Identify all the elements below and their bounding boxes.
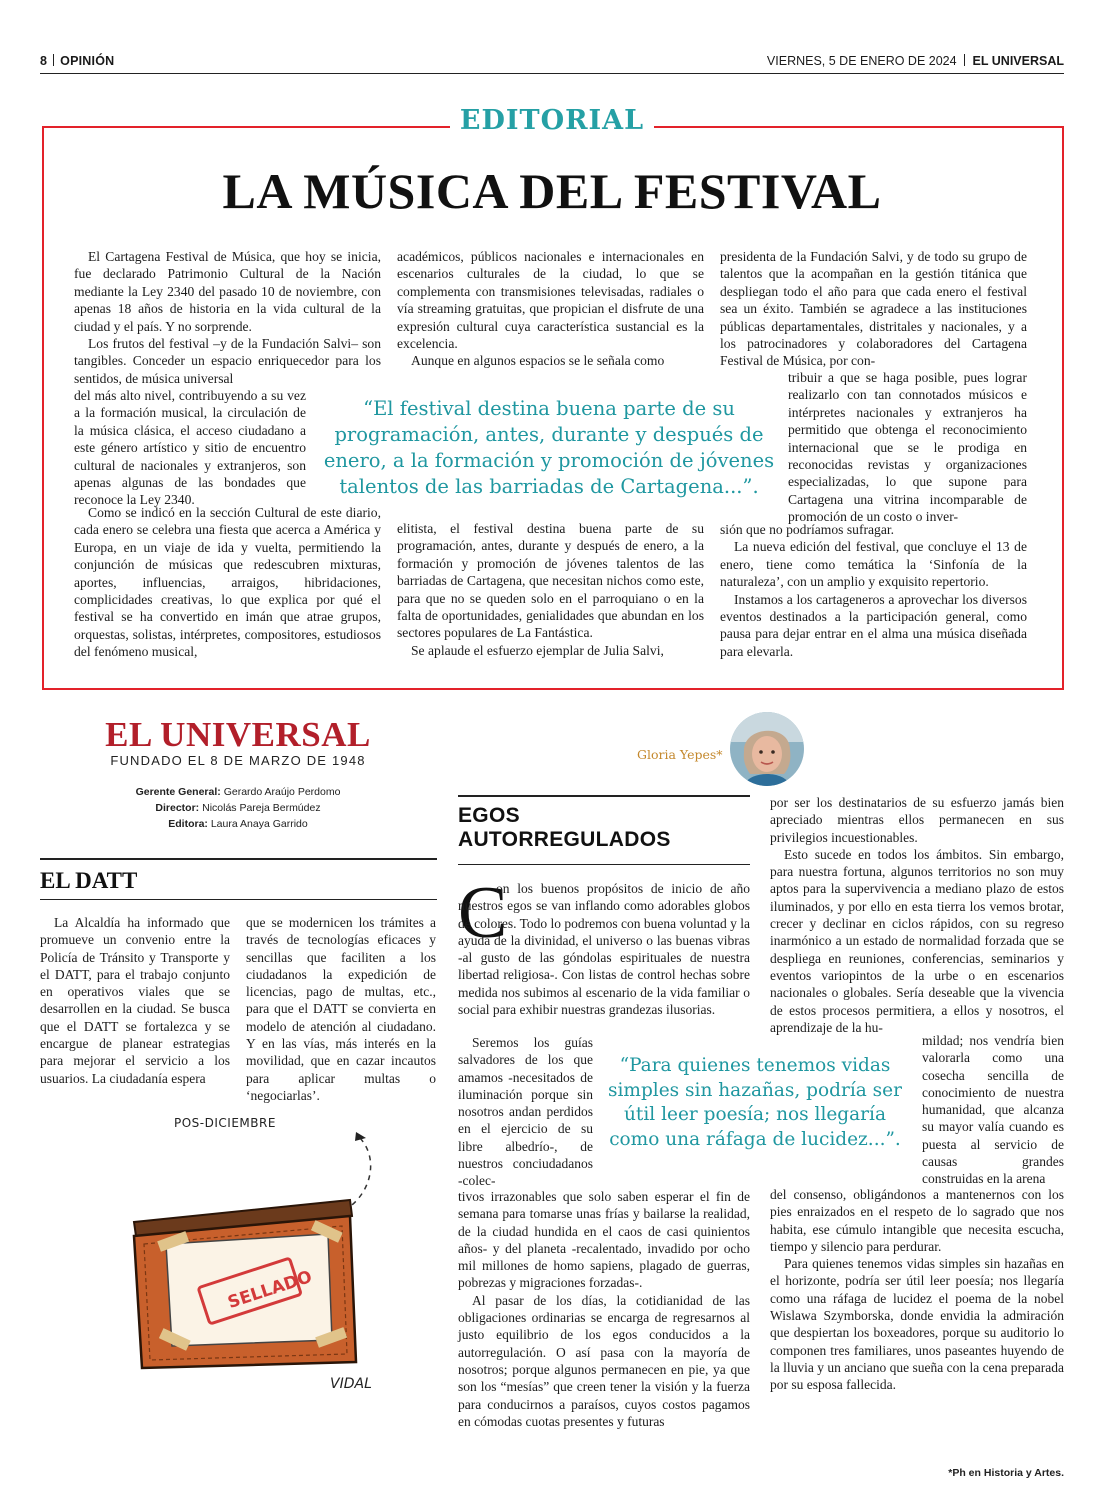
column-paragraph: del consenso, obligándonos a mantenernos con los pies enraizados en el respeto de lo sagrado que nos habita, ese cúmulo intangible que necesita escucha, tiempo y silencio para perdurar. (770, 1187, 1064, 1254)
column-wide-block (458, 1188, 750, 1430)
cartoon-caption: POS-DICIEMBRE (174, 1116, 276, 1130)
column-right-block-2 (770, 1186, 1064, 1394)
column-top-rule (458, 795, 750, 797)
editorial-label-text: EDITORIAL (450, 105, 654, 136)
datt-bottom-rule (40, 899, 437, 900)
page-number: 8 (40, 54, 48, 68)
masthead-title: EL UNIVERSAL (105, 715, 371, 754)
column-paragraph: Para quienes tenemos vidas simples sin hazañas en el horizonte, podría ser útil leer poesía; nos llegaría como una ráfaga de lucidez el poema de la nobel Wislawa Szymborska, donde envidia la admiración que despiertan los boxeadores, porque su auditorio lo componen tres familiares, unos paseantes huyendo de la lluvia y un anciano que sueña con la cena preparada por su esposa fallecida. (770, 1256, 1064, 1393)
editorial-paragraph: Se aplaude el esfuerzo ejemplar de Julia Salvi, (411, 642, 664, 658)
editorial-paragraph: Los frutos del festival –y de la Fundación Salvi– son tangibles. Conceder un espacio enriquecedor para los sentidos, de música universal (74, 336, 381, 386)
editorial-column-3c (720, 521, 1027, 660)
column-pull-quote: “Para quienes tenemos vidas simples sin hazañas, podría ser útil leer poesía; nos llegaría como una ráfaga de lucidez...”. (608, 1055, 902, 1150)
column-bottom-rule (458, 864, 750, 865)
column-title-line: EGOS (458, 804, 520, 827)
drop-cap: C (458, 872, 508, 954)
header-date-line (767, 54, 1064, 68)
editorial-column-1b (74, 387, 306, 509)
column-author: Gloria Yepes* (637, 747, 723, 762)
editorial-paragraph: académicos, públicos nacionales e internacionales en escenarios culturales de la ciudad, lo que se complementa con transmisiones televisadas, radiales o vía streaming gratuitas, que propician el disfrute de una expresión cultural cuya característica sustancial es la excelencia. (397, 249, 704, 352)
column-title-line: AUTORREGULADOS (458, 828, 671, 851)
cartoonist-signature: VIDAL (330, 1376, 372, 1392)
staff-line (40, 800, 436, 816)
datt-top-rule (40, 858, 437, 860)
author-photo (730, 712, 804, 786)
editorial-paragraph: Como se indicó en la sección Cultural de este diario, cada enero se celebra una fiesta que acerca a América y Europa, en un viaje de ida y vuelta, permitiendo la conjunción de músicas que redescubren mixturas, aportes, influencias, arraigos, hibridaciones, complicidades creativas, lo que explica por qué el festival se ha convertido en imán que atrae grupos, orquestas, solistas, intérpretes, compositores, estudiosos del fenómeno musical, (74, 505, 381, 660)
column-lead (458, 872, 750, 1018)
editorial-title: LA MÚSICA DEL FESTIVAL (222, 163, 882, 219)
editorial-column-1a (74, 248, 381, 387)
page-header (40, 52, 1064, 74)
editorial-paragraph: del más alto nivel, contribuyendo a su vez a la formación musical, la circulación de la música clásica, el acceso ciudadano a este género artístico y sitio de encuentro cultural de nacionales y extranjeros, son apenas algunas de las bondades que reconoce la Ley 2340. (74, 388, 306, 508)
stamp-text: SELLADO (225, 1267, 315, 1313)
column-paragraph: por ser los destinatarios de su esfuerzo jamás bien apreciado mientras ellos permanecen en sus privilegios incuestionables. (770, 795, 1064, 845)
editorial-column-1c (74, 504, 381, 661)
editorial-paragraph: elitista, el festival destina buena parte de su programación, antes, durante y después de enero, a la formación y promoción de jóvenes talentos de las barriadas de Cartagena, que necesitan nichos como este, para que no se queden solo en el parroquiano o en la falta de oportunidades, genialidades que abundan en los sectores populares de La Fantástica. (397, 521, 704, 641)
editorial-column-2a (397, 248, 704, 370)
header-divider (53, 54, 54, 66)
editorial-cartoon (130, 1110, 420, 1410)
staff-name: Laura Anaya Garrido (210, 818, 308, 830)
editorial-column-3a (720, 248, 1027, 370)
editorial-paragraph: La nueva edición del festival, que concluye el 13 de enero, tiene como temática la ‘Sinfonía de la naturaleza’, con un amplio y exquisito repertorio. (720, 539, 1027, 590)
column-paragraph: Al pasar de los días, la cotidianidad de las obligaciones ordinarias se encarga de regresarnos al justo equilibrio de los egos conducidos a la autorregulación. O así pasa con la mayoría de nosotros; porque algunos permanecen en pie, ya que son los “mesías” que creen tener la visión y la fuerza para conducirnos a paraísos, cuyos costos pagamos en cómodas cuotas presentes y futuras (458, 1292, 750, 1429)
issue-date: VIERNES, 5 DE ENERO DE 2024 (766, 54, 957, 68)
datt-paragraph: que se modernicen los trámites a través de tecnologías eficaces y sencillas que faciliten a los ciudadanos la expedición de licencias, pago de multas, etc., para que el DATT se convierta en modelo de atención al ciudadano. Y en las vías, más interés en la movilidad, que en cazar incautos para aplicar multas o ‘negociarlas’. (246, 915, 436, 1103)
masthead-staff (40, 784, 436, 832)
staff-line (40, 784, 436, 800)
masthead-founded: FUNDADO EL 8 DE MARZO DE 1948 (110, 753, 366, 768)
column-paragraph: on los buenos propósitos de inicio de año nuestros egos se van inflando como adorables globos de colores. Todo lo podremos con buena voluntad y la ayuda de la divinidad, el universo o las buenas vibras -al gusto de las góndolas espirituales de nuestra libertad religiosa-. Con listas de control hechas sobre medida nos subimos al escenario de la vida familiar o social para exhibir nuestras grandezas ilusorias. (458, 881, 750, 1018)
editorial-column-2b (397, 520, 704, 659)
cartoon-drawing (130, 1110, 420, 1410)
editorial-column-3b (788, 369, 1027, 526)
column-title (458, 804, 671, 852)
staff-name: Nicolás Pareja Bermúdez (202, 802, 321, 814)
staff-line (40, 816, 436, 832)
datt-title: EL DATT (40, 868, 138, 893)
staff-role: Gerente General: (135, 786, 221, 798)
staff-role: Director: (155, 802, 200, 814)
editorial-paragraph: El Cartagena Festival de Música, que hoy se inicia, fue declarado Patrimonio Cultural de la Nación mediante la Ley 2340 del pasado 10 de noviembre, con apenas 18 años de historia en la vida cultural de la ciudad y el país. Y no sorprende. (74, 249, 381, 334)
column-narrow-block (458, 1034, 593, 1190)
column-paragraph: tivos irrazonables que solo saben esperar el fin de semana para tomarse unas frías y bailarse la realidad, de la ciudad hundida en el caos de casi quinientos años- y del planeta -recalentado, invadido por ocho mil millones de homo sapiens, plagado de guerras, pobrezas y migraciones forzadas-. (458, 1189, 750, 1291)
editorial-pull-quote: “El festival destina buena parte de su programación, antes, durante y después de enero, a la formación y promoción de jóvenes talentos de las barriadas de Cartagena...”. (323, 397, 775, 498)
staff-name: Gerardo Araújo Perdomo (223, 786, 341, 798)
header-section (40, 54, 114, 68)
datt-column-1 (40, 914, 230, 1087)
editorial-paragraph: presidenta de la Fundación Salvi, y de todo su grupo de talentos que la acompañan en la gestión titánica que despliegan todo el año para que cada enero el festival sea un éxito. También se agradece a las instituciones públicas departamentales, distritales y nacionales, y a los patrocinadores y colaboradores del Cartagena Festival de Música, por con- (720, 249, 1027, 369)
author-footnote: *Ph en Historia y Artes. (948, 1467, 1064, 1479)
editorial-paragraph: Aunque en algunos espacios se le señala como (411, 353, 665, 369)
column-paragraph: Seremos los guías salvadores de los que amamos -necesitados de iluminación porque sin nosotros andan perdidos en el ejercicio de su libre albedrío-, de nuestros conciudadanos -colec- (458, 1035, 593, 1189)
editorial-label (0, 105, 1104, 136)
datt-column-2 (246, 914, 436, 1104)
datt-paragraph: La Alcaldía ha informado que promueve un convenio entre la Policía de Tránsito y Transporte y el DATT, para el trabajo conjunto en operativos viales que se desarrollen en la ciudad. Se busca que el DATT se fortalezca y se encargue de planear estrategias para mejorar el servicio a los usuarios. La ciudadanía espera (40, 915, 230, 1086)
section-name: OPINIÓN (60, 54, 115, 68)
staff-role: Editora: (168, 818, 208, 830)
paper-name: EL UNIVERSAL (972, 54, 1064, 68)
column-right-narrow (922, 1032, 1064, 1188)
masthead (40, 716, 436, 832)
editorial-paragraph: tribuir a que se haga posible, pues lograr realizarlo con tan connotados músicos e intérpretes nacionales y extranjeros ha permitido que obtenga el reconocimiento internacional que se le prodiga en reconocidas revistas y organizaciones especializadas, lo que supone para Cartagena una vitrina incomparable de promoción de un costo o inver- (788, 370, 1027, 525)
header-divider (964, 54, 965, 66)
editorial-paragraph: sión que no podríamos sufragar. (720, 522, 895, 537)
column-paragraph: Esto sucede en todos los ámbitos. Sin embargo, para nuestra fortuna, algunos territorios no son muy aptos para la supervivencia a mediano plazo de estos iluminados, y por ello en esta tierra los vemos brotar, crecer y declinar en ciclos rápidos, con su regreso inarmónico a un estado de normalidad forzada que se despliega en reuniones, conferencias, seminarios y eventos variopintos de la urbe o en escenarios nacionales o globales. Sería deseable que la vivencia de estos procesos permitiera, a ellos y nosotros, el aprendizaje de la hu- (770, 846, 1064, 1035)
column-right-block-1 (770, 794, 1064, 1036)
editorial-paragraph: Instamos a los cartageneros a aprovechar los diversos eventos destinados a la participación general, como pausa para dejar entrar en el alma una música diseñada para elevarla. (720, 591, 1027, 659)
author-avatar (730, 712, 804, 786)
column-paragraph: mildad; nos vendría bien valorarla como una cosecha sencilla de conocimiento de nuestra humanidad, que alcanza su mayor valía cuando es puesta al servicio de causas grandes construidas en la arena (922, 1033, 1064, 1187)
